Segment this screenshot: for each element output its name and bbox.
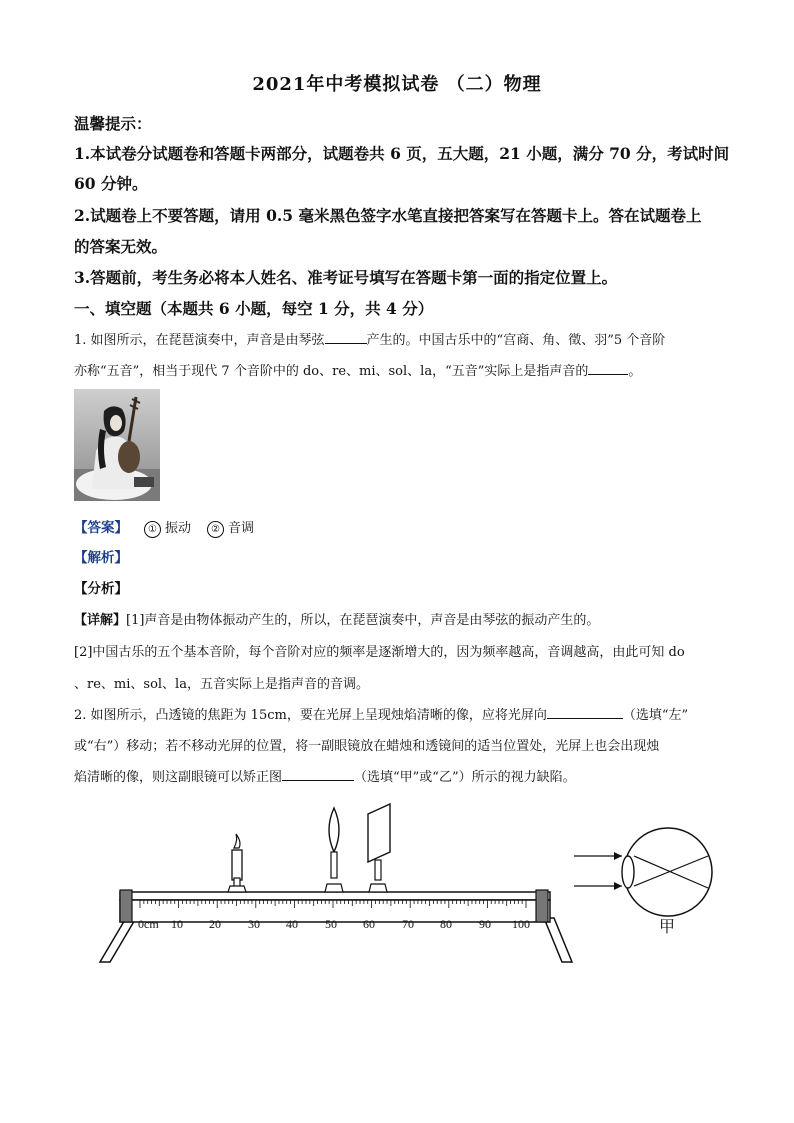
answer-tag: 【答案】 xyxy=(74,520,128,536)
fenxi-tag: 【分析】 xyxy=(74,581,128,597)
candle xyxy=(228,834,246,892)
q2-line-3 xyxy=(74,766,724,785)
light-screen xyxy=(368,804,390,892)
q1-line-1 xyxy=(74,329,724,348)
eye-label: 甲 xyxy=(659,917,676,936)
tick-label-20: 20 xyxy=(209,917,221,931)
q2-blank-1 xyxy=(547,704,623,719)
page-title: 2021年中考模拟试卷 （二）物理 xyxy=(252,74,542,95)
eye-diagram xyxy=(574,828,712,936)
notice-heading: 温馨提示： xyxy=(74,114,152,133)
eye-lens xyxy=(622,856,634,888)
q1-detail-1 xyxy=(74,609,724,628)
optics-diagram xyxy=(96,800,726,970)
q1-detail-2-line-2: 、re、mi、sol、la，五音实际上是指声音的音调。 xyxy=(74,677,369,692)
tick-label-0: 0cm xyxy=(138,917,159,931)
q1-text-a: 1. 如图所示，在琵琶演奏中，声音是由琴弦 xyxy=(74,333,325,348)
q1-text-d: 。 xyxy=(628,364,642,379)
q2-text-c: 焰清晰的像，则这副眼镜可以矫正图 xyxy=(74,770,283,785)
detail-1-text: [1]声音是由物体振动产生的，所以，在琵琶演奏中，声音是由琴弦的振动产生的。 xyxy=(126,613,600,628)
answer-1: 振动 xyxy=(165,521,192,536)
q1-blank-2 xyxy=(588,360,628,375)
q1-blank-1 xyxy=(325,329,367,344)
bench-left-end xyxy=(120,890,132,922)
notice-item-2-line-2: 的答案无效。 xyxy=(74,237,168,256)
answer-2-number: ② xyxy=(207,521,224,538)
tick-label-60: 60 xyxy=(363,917,375,931)
jiexi-tag: 【解析】 xyxy=(74,550,128,566)
tick-label-40: 40 xyxy=(286,917,298,931)
q2-text-d: （选填“甲”或“乙”）所示的视力缺陷。 xyxy=(354,770,576,785)
q2-text-a: 2. 如图所示，凸透镜的焦距为 15cm，要在光屏上呈现烛焰清晰的像，应将光屏向 xyxy=(74,708,547,723)
q1-text-b: 产生的。中国古乐中的“宫商、角、徵、羽”5 个音阶 xyxy=(366,333,666,348)
tick-label-100: 100 xyxy=(512,917,530,931)
q2-blank-2 xyxy=(282,766,354,781)
q2-text-b: （选填“左” xyxy=(622,708,689,723)
q2-line-1 xyxy=(74,704,724,723)
notice-item-3: 3.答题前，考生务必将本人姓名、准考证号填写在答题卡第一面的指定位置上。 xyxy=(74,268,618,287)
notice-item-1-line-1: 1.本试卷分试题卷和答题卡两部分，试题卷共 6 页，五大题，21 小题，满分 70 分，考试时间 xyxy=(74,144,730,163)
tick-label-90: 90 xyxy=(479,917,491,931)
tick-label-70: 70 xyxy=(402,917,414,931)
q1-detail-2-line-1: [2]中国古乐的五个基本音阶，每个音阶对应的频率是逐渐增大的，因为频率越高，音调越高，由此可知 do xyxy=(74,645,685,660)
tick-label-30: 30 xyxy=(248,917,260,931)
q1-text-c: 亦称“五音”，相当于现代 7 个音阶中的 do、re、mi、sol、la，“五音”实际上是指声音的 xyxy=(74,364,589,379)
section-heading: 一、填空题（本题共 6 小题，每空 1 分，共 4 分） xyxy=(74,299,434,318)
bench-rail-top xyxy=(120,892,550,900)
answer-2: 音调 xyxy=(228,521,255,536)
convex-lens xyxy=(325,808,343,892)
tick-label-50: 50 xyxy=(325,917,337,931)
pipa-player-photo xyxy=(74,389,160,501)
notice-item-2-line-1: 2.试题卷上不要答题，请用 0.5 毫米黑色签字水笔直接把答案写在答题卡上。答在试题卷上 xyxy=(74,206,702,225)
tick-label-80: 80 xyxy=(440,917,452,931)
q1-line-2 xyxy=(74,360,724,379)
answer-1-number: ① xyxy=(144,521,161,538)
tick-label-10: 10 xyxy=(171,917,183,931)
q2-line-2: 或“右”）移动；若不移动光屏的位置，将一副眼镜放在蜡烛和透镜间的适当位置处，光屏上也会出现烛 xyxy=(74,739,660,754)
bench-right-end xyxy=(536,890,548,922)
bench-left-leg xyxy=(100,918,136,962)
notice-item-1-line-2: 60 分钟。 xyxy=(74,174,148,193)
detail-tag: 【详解】 xyxy=(74,613,127,628)
q1-answer-row xyxy=(74,516,724,538)
bench-right-leg xyxy=(544,918,572,962)
